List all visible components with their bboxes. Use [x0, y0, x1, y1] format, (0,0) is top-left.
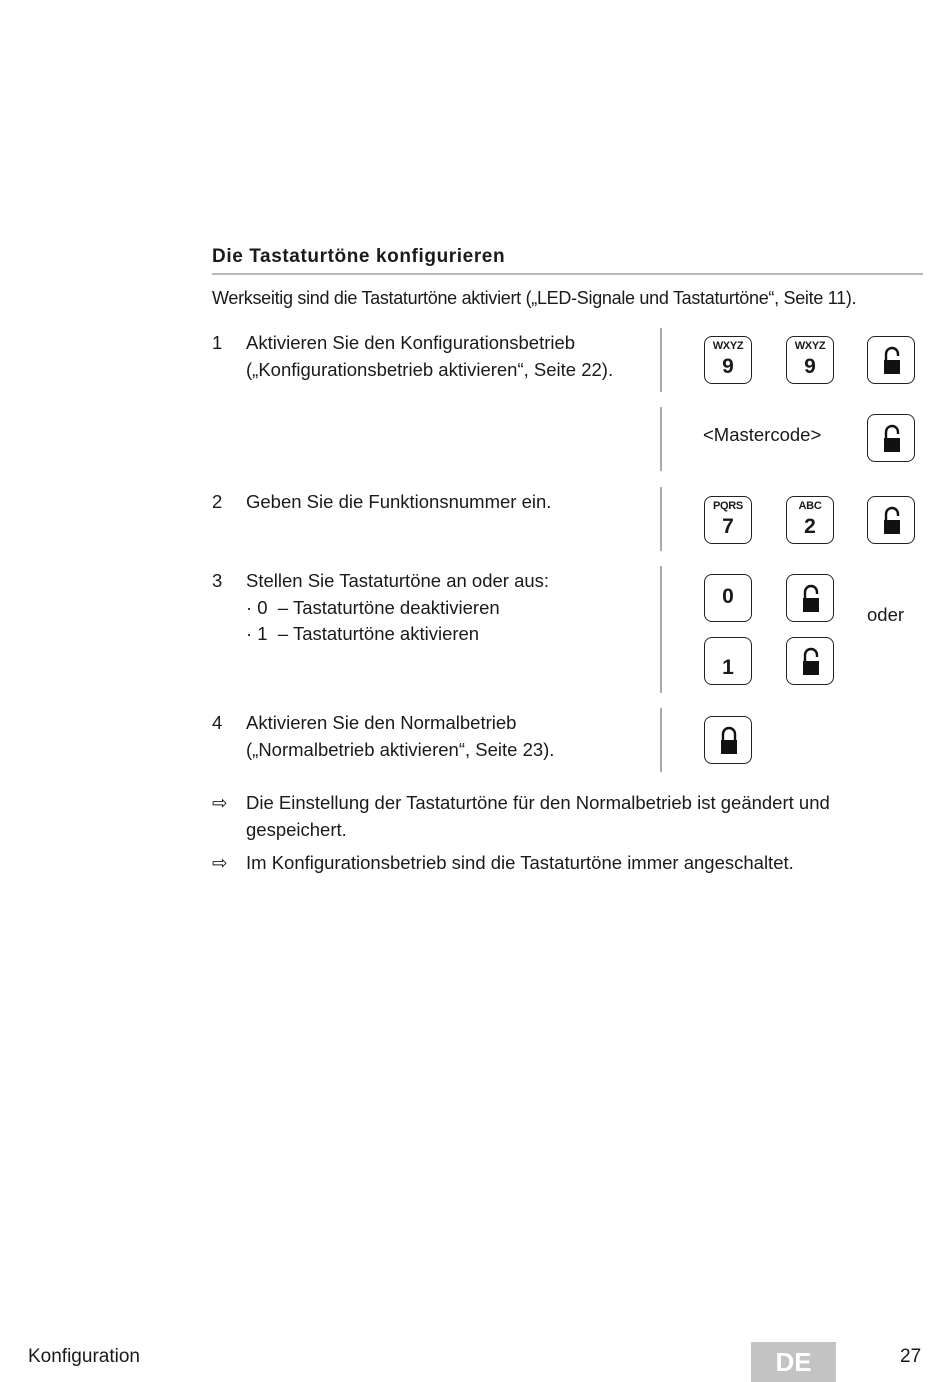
key-unlock[interactable] [786, 574, 834, 622]
key-digit: 7 [722, 515, 734, 538]
result-1-line1: Die Einstellung der Tastaturtöne für den Normalbetrieb ist geändert und [246, 792, 830, 813]
page-number: 27 [900, 1346, 922, 1367]
section-heading: Die Tastaturtöne konfigurieren [212, 246, 923, 275]
key-lock[interactable] [704, 716, 752, 764]
step-3-bullet-1: · 1 – Tastaturtöne aktivieren [246, 623, 480, 644]
language-badge: DE [751, 1342, 836, 1382]
step-2-line1: Geben Sie die Funktionsnummer ein. [246, 491, 552, 512]
step-1-divider [660, 328, 662, 392]
key-1[interactable] [704, 637, 752, 685]
step-4-line1: Aktivieren Sie den Normalbetrieb [246, 712, 517, 733]
result-arrow-icon: ⇨ [212, 852, 228, 873]
step-4-number: 4 [212, 712, 223, 733]
step-3-divider [660, 566, 662, 693]
step-3-number: 3 [212, 570, 223, 591]
step-4-divider [660, 708, 662, 772]
key-unlock[interactable] [867, 336, 915, 384]
or-label: oder [867, 604, 905, 625]
step-1-line1: Aktivieren Sie den Konfigurationsbetrieb [246, 332, 576, 353]
lock-icon [718, 725, 740, 755]
key-9-wxyz[interactable] [704, 336, 752, 384]
key-digit: 9 [804, 355, 816, 378]
key-unlock[interactable] [786, 637, 834, 685]
key-letters: ABC [798, 500, 822, 512]
key-digit: 0 [722, 585, 734, 608]
key-digit: 9 [722, 355, 734, 378]
unlock-icon [800, 583, 822, 613]
unlock-icon [800, 646, 822, 676]
mastercode-label: <Mastercode> [703, 424, 822, 445]
result-1-line2: gespeichert. [246, 818, 347, 840]
step-2-number: 2 [212, 491, 223, 512]
result-text [246, 850, 906, 877]
mastercode-divider [660, 407, 662, 471]
step-1-line2: („Konfigurationsbetrieb aktivieren“, Seite 22). [246, 358, 614, 380]
unlock-icon [881, 423, 903, 453]
step-3-line1: Stellen Sie Tastaturtöne an oder aus: [246, 570, 550, 591]
key-letters: PQRS [713, 500, 743, 512]
step-4-line2: („Normalbetrieb aktivieren“, Seite 23). [246, 738, 555, 760]
step-4-text [246, 710, 554, 763]
key-2-abc[interactable] [786, 496, 834, 544]
step-2-text [246, 489, 551, 516]
key-digit: 2 [804, 515, 816, 538]
step-1-text [246, 330, 613, 383]
key-letters: WXYZ [712, 340, 744, 352]
key-0[interactable] [704, 574, 752, 622]
key-unlock[interactable] [867, 414, 915, 462]
step-3-text [246, 568, 549, 648]
key-unlock[interactable] [867, 496, 915, 544]
step-2-divider [660, 487, 662, 551]
key-9-wxyz[interactable] [786, 336, 834, 384]
footer-chapter: Konfiguration [28, 1346, 140, 1367]
key-7-pqrs[interactable] [704, 496, 752, 544]
intro-text: Werkseitig sind die Tastaturtöne aktiviert („LED-Signale und Tastaturtöne“, Seite 11). [212, 288, 857, 308]
result-2-line1: Im Konfigurationsbetrieb sind die Tastaturtöne immer angeschaltet. [246, 852, 794, 873]
unlock-icon [881, 505, 903, 535]
result-text [246, 790, 906, 843]
result-arrow-icon: ⇨ [212, 792, 228, 813]
step-3-bullet-0: · 0 – Tastaturtöne deaktivieren [246, 596, 500, 618]
step-1-number: 1 [212, 332, 223, 353]
unlock-icon [881, 345, 903, 375]
key-letters: WXYZ [794, 340, 826, 352]
key-digit: 1 [722, 656, 734, 679]
